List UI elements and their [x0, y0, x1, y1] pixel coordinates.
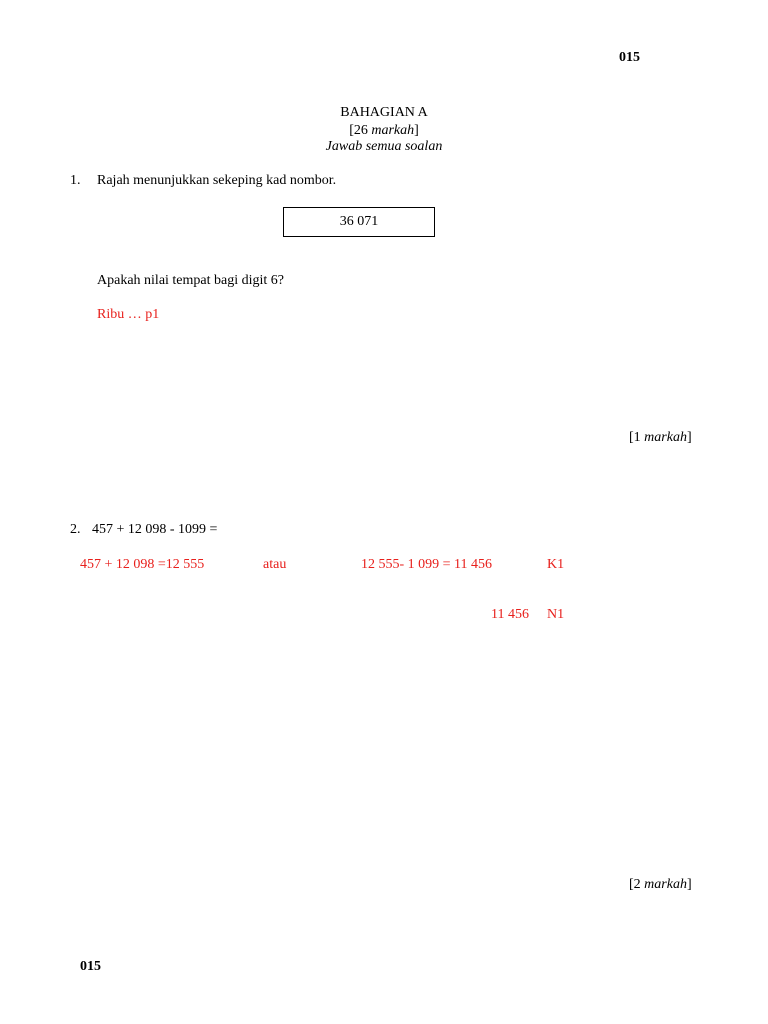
q2-marks: [629, 878, 692, 892]
q2-number: 2.: [70, 522, 81, 537]
section-marks-word: markah: [371, 123, 415, 138]
q1-marks-open: [1: [629, 430, 645, 445]
section-instruction: [0, 140, 768, 154]
q2-working-left: 457 + 12 098 =12 555: [80, 557, 205, 572]
page-code-bottom: 015: [80, 959, 101, 974]
section-marks-close: ]: [414, 123, 419, 138]
q2-working-right: 12 555- 1 099 = 11 456: [361, 557, 493, 572]
q2-working-or: atau: [263, 557, 287, 572]
section-marks: [0, 124, 768, 138]
q2-final-answer: 11 456: [491, 607, 529, 622]
section-instruction-text: Jawab semua soalan: [325, 139, 443, 154]
section-marks-open: [26: [349, 123, 372, 138]
page-code-top: 015: [619, 50, 640, 65]
q2-final-mark: N1: [547, 607, 565, 622]
q1-answer: Ribu … p1: [97, 307, 160, 322]
q1-question: Apakah nilai tempat bagi digit 6?: [97, 273, 285, 288]
number-card: [283, 207, 435, 237]
q2-working-mark: K1: [547, 557, 565, 572]
q1-marks-word: markah: [644, 430, 687, 445]
q1-stem: Rajah menunjukkan sekeping kad nombor.: [97, 173, 337, 188]
q1-marks-close: ]: [686, 430, 692, 445]
q1-number: 1.: [70, 173, 81, 188]
section-title: BAHAGIAN A: [340, 105, 428, 120]
q2-marks-close: ]: [686, 877, 692, 892]
number-card-value: 36 071: [339, 214, 379, 229]
q2-stem: 457 + 12 098 - 1099 =: [92, 522, 218, 537]
q1-marks: [629, 431, 692, 445]
q2-marks-word: markah: [644, 877, 687, 892]
q2-marks-open: [2: [629, 877, 645, 892]
